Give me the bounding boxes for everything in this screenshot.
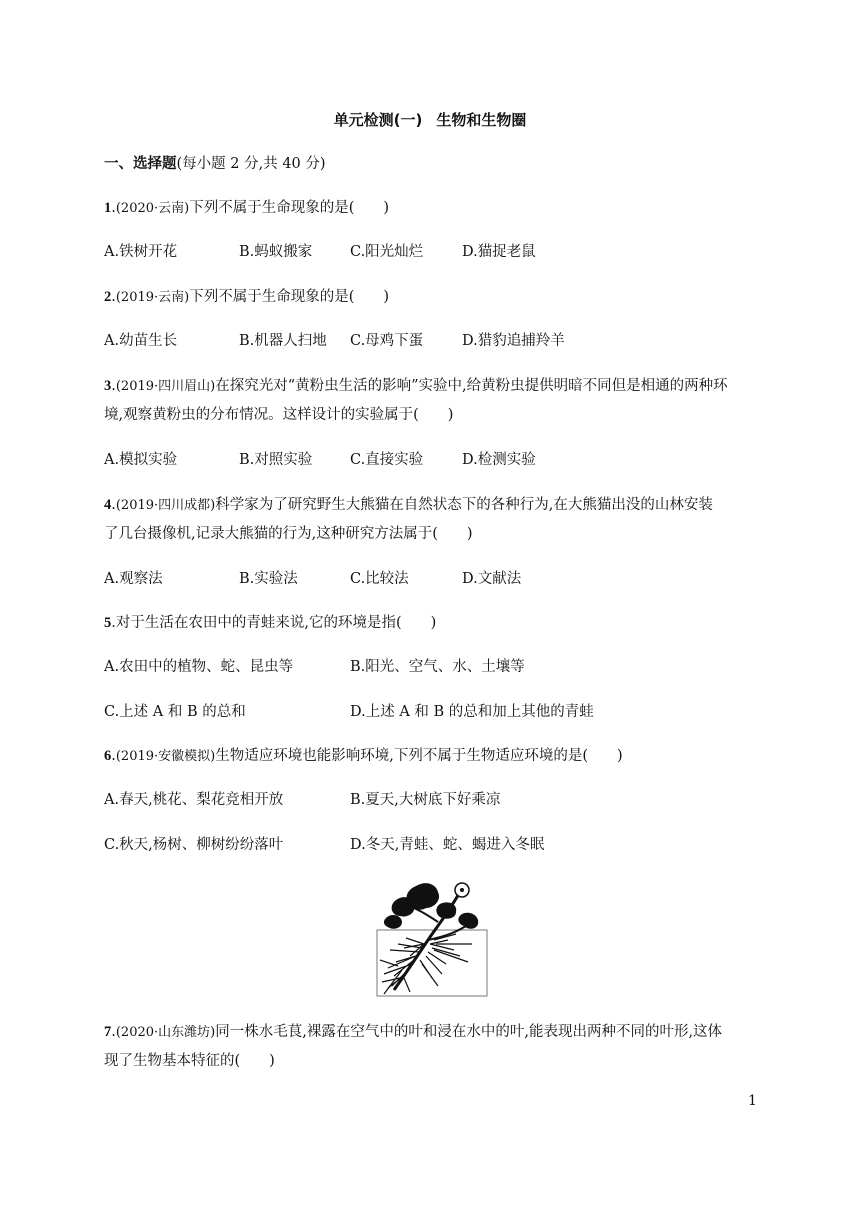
option-a: A.幼苗生长 — [104, 333, 178, 349]
question-5-stem: 5.对于生活在农田中的青蛙来说,它的环境是指( ) — [104, 615, 437, 631]
option-c: C.秋天,杨树、柳树纷纷落叶 — [104, 837, 284, 853]
option-a: A.观察法 — [104, 571, 163, 587]
option-b: B.对照实验 — [239, 452, 313, 468]
question-6-stem: 6.(2019·安徽模拟)生物适应环境也能影响环境,下列不属于生物适应环境的是( ) — [104, 748, 623, 764]
question-number: 7 — [104, 1024, 112, 1040]
title-prefix: 单元检测(一) — [333, 111, 423, 129]
question-7-stem-cont: 现了生物基本特征的( ) — [104, 1053, 275, 1069]
option-a: A.铁树开花 — [104, 244, 178, 260]
question-number: 3 — [104, 378, 112, 394]
option-a: A.农田中的植物、蛇、昆虫等 — [104, 659, 294, 675]
option-d: D.冬天,青蛙、蛇、蝎进入冬眠 — [350, 837, 545, 853]
question-4-stem: 4.(2019·四川成都)科学家为了研究野生大熊猫在自然状态下的各种行为,在大熊猫出没的山林安装 — [104, 497, 713, 513]
option-c: C.母鸡下蛋 — [350, 333, 424, 349]
question-1-stem: 1.(2020·云南)下列不属于生命现象的是( ) — [104, 200, 390, 216]
question-number: 2 — [104, 289, 112, 305]
question-3-stem-cont: 境,观察黄粉虫的分布情况。这样设计的实验属于( ) — [104, 407, 454, 423]
plant-illustration — [376, 878, 488, 998]
option-d: D.文献法 — [462, 571, 522, 587]
question-source: (2019·四川眉山) — [115, 379, 216, 394]
question-text: 在探究光对“黄粉虫生活的影响”实验中,给黄粉虫提供明暗不同但是相通的两种环 — [215, 378, 728, 394]
option-b: B.机器人扫地 — [239, 333, 327, 349]
question-text: 对于生活在农田中的青蛙来说,它的环境是指( ) — [115, 615, 437, 631]
title-suffix: 生物和生物圈 — [436, 111, 527, 129]
question-source: (2019·云南) — [115, 290, 190, 305]
question-text: 科学家为了研究野生大熊猫在自然状态下的各种行为,在大熊猫出没的山林安装 — [215, 497, 713, 513]
question-number: 5 — [104, 615, 112, 631]
question-7-stem: 7.(2020·山东潍坊)同一株水毛茛,裸露在空气中的叶和浸在水中的叶,能表现出两种不同的叶形,这体 — [104, 1024, 723, 1040]
question-text: 下列不属于生命现象的是( ) — [189, 200, 390, 216]
section-note: (每小题 2 分,共 40 分) — [176, 156, 326, 172]
option-d: D.猎豹追捕羚羊 — [462, 333, 565, 349]
page-title — [0, 109, 860, 130]
water-buttercup-figure — [376, 878, 488, 998]
question-4-stem-cont: 了几台摄像机,记录大熊猫的行为,这种研究方法属于( ) — [104, 526, 473, 542]
option-b: B.蚂蚁搬家 — [239, 244, 313, 260]
question-source: (2020·山东潍坊) — [115, 1025, 216, 1040]
option-a: A.春天,桃花、梨花竞相开放 — [104, 792, 284, 808]
option-c: C.上述 A 和 B 的总和 — [104, 704, 246, 720]
question-number: 1 — [104, 200, 112, 216]
section-heading — [104, 155, 326, 173]
option-b: B.实验法 — [239, 571, 298, 587]
option-b: B.夏天,大树底下好乘凉 — [350, 792, 501, 808]
question-source: (2019·四川成都) — [115, 498, 216, 513]
option-b: B.阳光、空气、水、土壤等 — [350, 659, 525, 675]
question-source: (2019·安徽模拟) — [115, 749, 216, 764]
question-3-stem: 3.(2019·四川眉山)在探究光对“黄粉虫生活的影响”实验中,给黄粉虫提供明暗不同但是相通的两种环 — [104, 378, 728, 394]
question-number: 4 — [104, 497, 112, 513]
section-heading-text: 一、选择题 — [104, 156, 177, 172]
option-c: C.直接实验 — [350, 452, 424, 468]
option-c: C.阳光灿烂 — [350, 244, 424, 260]
question-number: 6 — [104, 748, 112, 764]
option-d: D.猫捉老鼠 — [462, 244, 536, 260]
question-text: 下列不属于生命现象的是( ) — [189, 289, 390, 305]
page-number: 1 — [748, 1093, 757, 1109]
question-2-stem: 2.(2019·云南)下列不属于生命现象的是( ) — [104, 289, 390, 305]
question-source: (2020·云南) — [115, 201, 190, 216]
option-c: C.比较法 — [350, 571, 409, 587]
option-a: A.模拟实验 — [104, 452, 178, 468]
option-d: D.检测实验 — [462, 452, 536, 468]
question-text: 同一株水毛茛,裸露在空气中的叶和浸在水中的叶,能表现出两种不同的叶形,这体 — [215, 1024, 723, 1040]
option-d: D.上述 A 和 B 的总和加上其他的青蛙 — [350, 704, 594, 720]
question-text: 生物适应环境也能影响环境,下列不属于生物适应环境的是( ) — [215, 748, 623, 764]
